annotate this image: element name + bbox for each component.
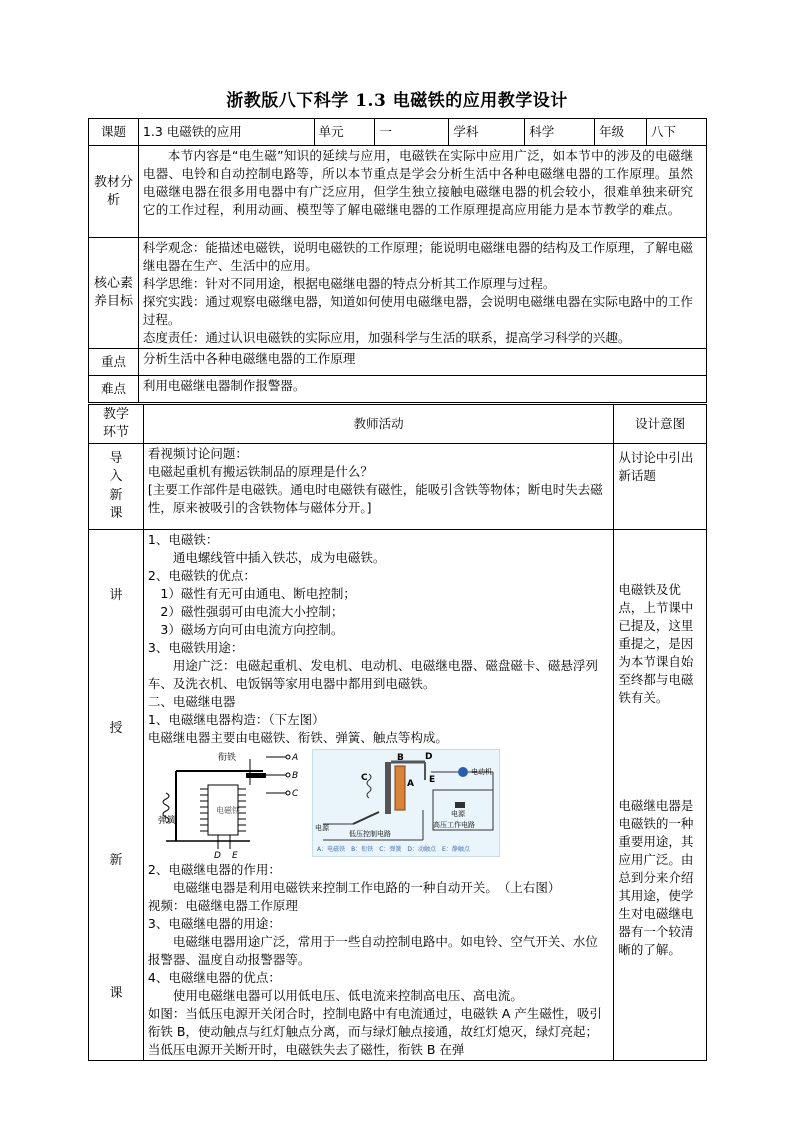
- circuit-legend: A：电磁铁 B：衔铁 C：弹簧 D：动触点 E：静触点: [316, 846, 470, 853]
- process-col-intent: 设计意图: [614, 405, 707, 444]
- intro-content: 看视频讨论问题： 电磁起重机有搬运铁制品的原理是什么？ [主要工作部件是电磁铁。通电时电磁铁有磁性，能吸引含铁等物体；断电时失去磁性，原来被吸引的含铁物体与磁体分开。]: [143, 444, 613, 530]
- lesson-label: 讲 授 新 课: [89, 530, 144, 1061]
- power-left-label: 电源: [314, 824, 329, 832]
- page-title: 浙教版八下科学 1.3 电磁铁的应用教学设计: [226, 91, 568, 111]
- goals-label: 核心素养目标: [89, 238, 139, 349]
- goal-line: 态度责任：通过认识电磁铁的实际应用，加强科学与生活的联系，提高学习科学的兴趣。: [142, 330, 631, 345]
- intent-electromagnet: 电磁铁及优点，上节课中已提及，这里重提之，是因为本节课自始至终都与电磁铁有关。: [618, 582, 694, 705]
- goal-line: 科学思维：针对不同用途，根据电磁继电器的特点分析其工作原理与过程。: [142, 276, 556, 291]
- circuit-a-label: A: [406, 779, 414, 789]
- goal-line: 科学观念：能描述电磁铁，说明电磁铁的工作原理；能说明电磁继电器的结构及工作原理，了解电磁继电器在生产、生活中的应用。: [142, 240, 693, 273]
- process-col-stage: 教学环节: [89, 405, 144, 444]
- terminal-e-label: E: [231, 851, 238, 859]
- subject-value: 科学: [525, 119, 595, 146]
- goals-text: [138, 238, 706, 349]
- subject-label: 学科: [449, 119, 525, 146]
- lesson-intent: [614, 530, 707, 1061]
- process-col-teacher: 教师活动: [143, 405, 613, 444]
- unit-value: 一: [375, 119, 449, 146]
- analysis-text: 本节内容是“电生磁”知识的延续与应用，电磁铁在实际中应用广泛，如本节中的涉及的电磁继电器、电铃和自动控制电路等，所以本节重点是学会分析生活中各种电磁继电器的工作原理。虽然电磁继电器在很多用电器中有广泛应用，但学生独立接触电磁继电器的机会较小，很难单独来研究它的工作过程，利用动画、模型等了解电磁继电器的工作原理提高应用能力是本节教学的难点。: [138, 146, 706, 238]
- difficulty-text: 利用电磁继电器制作报警器。: [138, 376, 706, 403]
- key-point-text: 分析生活中各种电磁继电器的工作原理: [138, 349, 706, 376]
- relay-figures: [158, 749, 609, 859]
- circuit-c-label: C: [360, 773, 368, 783]
- spring-label: 弹簧: [157, 816, 176, 826]
- terminal-b-label: B: [291, 771, 298, 781]
- circuit-d-label: D: [424, 752, 433, 762]
- intent-relay: 电磁继电器是电磁铁的一种重要用途，其应用广泛。由总到分来介绍其用途，使学生对电磁继电器有一个较清晰的了解。: [618, 798, 694, 957]
- process-table: [88, 404, 707, 1061]
- relay-circuit-diagram: [312, 749, 500, 857]
- goal-line: 探究实践：通过观察电磁继电器，知道如何使用电磁继电器，会说明电磁继电器在实际电路中的工作过程。: [142, 294, 693, 327]
- terminal-d-label: D: [213, 851, 221, 859]
- key-point-label: 重点: [89, 349, 139, 376]
- analysis-label: 教材分析: [89, 146, 139, 238]
- relay-structure-diagram: [158, 749, 298, 859]
- low-circuit-label: 低压控制电路: [348, 830, 391, 838]
- high-circuit-label: 高压工作电路: [432, 821, 475, 829]
- motor-label: 电动机: [470, 768, 492, 776]
- info-table: [88, 118, 707, 403]
- intro-label: 导 入 新 课: [89, 444, 144, 530]
- circuit-e-label: E: [428, 775, 436, 785]
- circuit-b-label: B: [396, 753, 404, 763]
- core-label: 电磁铁: [215, 806, 240, 815]
- terminal-c-label: C: [291, 789, 298, 799]
- intro-intent: 从讨论中引出新话题: [614, 444, 707, 530]
- grade-label: 年级: [595, 119, 647, 146]
- lesson-content: 1、电磁铁： 通电螺线管中插入铁芯，成为电磁铁。 2、电磁铁的优点： 1）磁性有无可由通电、断电控制； 2）磁性强弱可由电流大小控制； 3）磁场方向可由电流方向控制。 3、电磁铁用途： 用途广泛：电磁起重机、发电机、电动机、电磁继电器、磁盘磁卡、磁悬浮列车、及洗衣机、电饭锅等家用电器中都用到电磁铁。 二、电磁继电器 1、电磁继电器构造：（下左图） 电磁继电器主要由电磁铁、衔铁、弹簧、触点等构成。 衔铁 弹簧 电磁铁 A B C D E B D C A E 电动机 电源 电源 低压控制电路 高压工作电路 A：电磁铁 B：衔铁 C：弹簧 D：动触点 E：静触点 2、电磁继电器的作用： 电磁继电器是利用电磁铁来控制工作电路的一种自动开关。 （上右图） 视频：电磁继电器工作原理 3、电磁继电器的用途： 电磁继电器用途广泛，常用于一些自动控制电路中。如电铃、空气开关、水位报警器、温度自动报警器等。 4、电磁继电器的优点： 使用电磁继电器可以用低电压、低电流来控制高电压、高电流。 如图：当低压电源开关闭合时，控制电路中有电流通过，电磁铁 A 产生磁性，吸引衔铁 B，使动触点与红灯触点分离，而与绿灯触点接通，故红灯熄灭，绿灯亮起；当低压电源开关断开时，电磁铁失去了磁性，衔铁 B 在弹: [143, 530, 613, 1061]
- difficulty-label: 难点: [89, 376, 139, 403]
- topic-value: 1.3 电磁铁的应用: [138, 119, 314, 146]
- armature-label: 衔铁: [217, 753, 236, 763]
- topic-label: 课题: [89, 119, 139, 146]
- terminal-a-label: A: [291, 753, 298, 763]
- unit-label: 单元: [314, 119, 375, 146]
- power-mid-label: 电源: [450, 810, 465, 818]
- grade-value: 八下: [647, 119, 707, 146]
